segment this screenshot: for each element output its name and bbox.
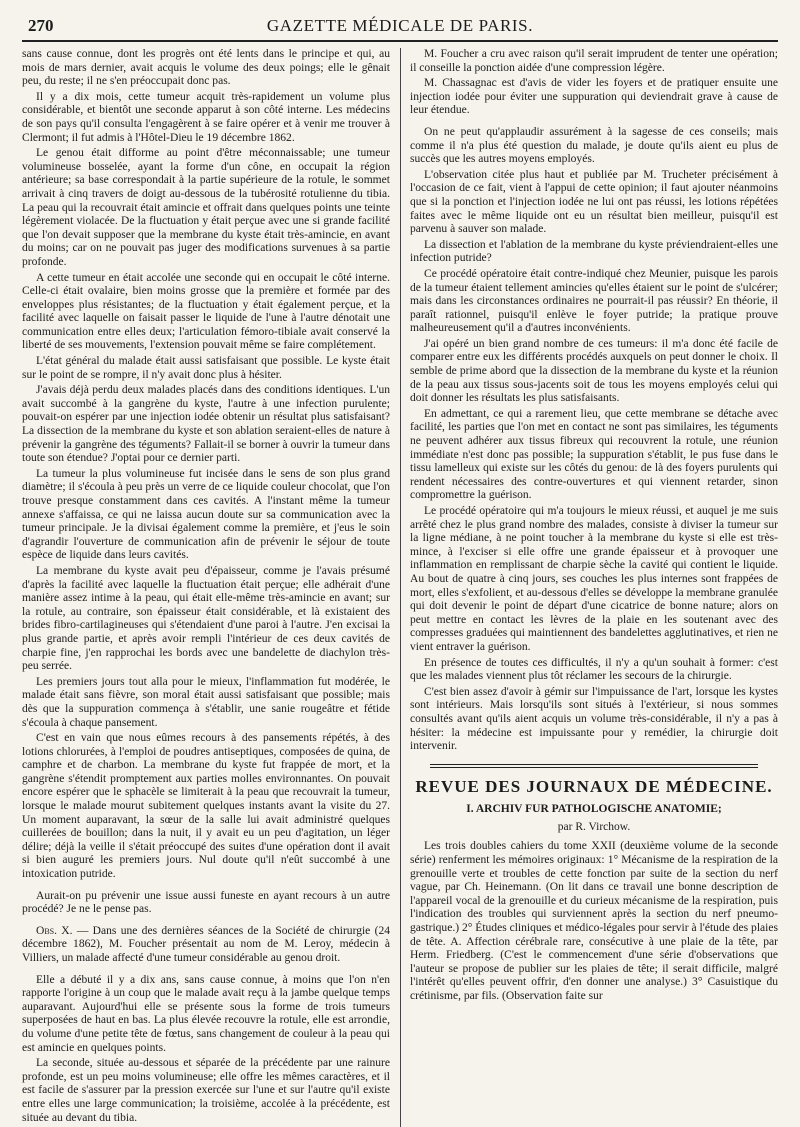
page-number: 270 bbox=[28, 16, 54, 35]
paragraph: La membrane du kyste avait peu d'épaisseur, comme je l'avais présumé d'après la facilité avec laquelle la fluctuation était perçue; elle adhérait d'une manière assez intime à la peau, qui était elle-même très-amincie en avant; sur la rotule, au contraire, son épaisseur était considérable, et là existaient des brides fibro-cartilagineuses qui s'étendaient d'une paroi à l'autre. J'en excisai la plus grande partie, et après avoir rempli l'intérieur de ces deux cavités de charpie fine, j'en rapprochai les bords avec une bandelette de diachylon très-peu serrée. bbox=[22, 564, 390, 673]
observation-text: — Dans une des dernières séances de la Société de chirurgie (24 décembre 1862), M. Foucher présentait au nom de M. Leroy, médecin à Villiers, un malade affecté d'une tumeur considérable au genou droit. bbox=[22, 924, 390, 964]
paragraph: M. Foucher a cru avec raison qu'il serait imprudent de tenter une opération; il conseille la ponction aidée d'une compression légère. bbox=[410, 48, 778, 74]
paragraph: La seconde, située au-dessous et séparée de la précédente par une rainure profonde, est un peu moins volumineuse; elle offre les mêmes caractères, et il est facile de s'assurer par la pression exercée sur l'une et sur l'autre qu'il existe entre elles une large communication; la troisième, accolée à la précédente, est située au devant du tibia. bbox=[22, 1057, 390, 1124]
observation-label: Obs. X. bbox=[36, 924, 73, 937]
paragraph: La tumeur la plus volumineuse fut incisée dans le sens de son plus grand diamètre; il s'écoula à peu près un verre de ce liquide couleur chocolat, que l'on trouve presque constamment dans ces cavités. A l'instant même la tumeur annexe s'affaissa, ce qui ne laissa aucun doute sur sa communication avec la tumeur principale. Je la divisai également comme la première, et j'eus le soin d'agrandir l'ouverture de communication afin de prévenir le séjour de toute espèce de liquide dans leurs cavités. bbox=[22, 467, 390, 562]
paragraph: sans cause connue, dont les progrès ont été lents dans le principe et qui, au mois de mars dernier, avait acquis le volume des deux poings; elle le gênait peu, du reste; il ne s'en préoccupait donc pas. bbox=[22, 48, 390, 88]
paragraph: A cette tumeur en était accolée une seconde qui en occupait le côté interne. Celle-ci était ovalaire, bien moins grosse que la première et formée par des enveloppes plus résistantes; de la fluctuation y était également perçue, et la facilité avec laquelle on faisait passer le liquide de l'une à l'autre dénotait une communication entre elles deux; l'articulation fémoro-tibiale avait conservé la liberté de ses mouvements, l'extension pouvait même se faire complétement. bbox=[22, 271, 390, 352]
page-header bbox=[22, 10, 778, 42]
journal-title: GAZETTE MÉDICALE DE PARIS. bbox=[266, 16, 534, 35]
paragraph: Ce procédé opératoire était contre-indiqué chez Meunier, puisque les parois de la tumeur étaient tellement amincies qu'elles étaient sur le point de s'ulcérer; mais dans les circonstances ordinaires ne pourrait-il pas réussir? En théorie, il paraît rationnel, puisqu'il enlève le foyer putride; la pratique prouve malheureusement qu'il a d'autres inconvénients. bbox=[410, 267, 778, 335]
paragraph: J'avais déjà perdu deux malades placés dans des conditions identiques. L'un avait succombé à la gangrène du kyste, l'autre à une infection purulente; pouvait-on espérer par une injection iodée obtenir un résultat plus satisfaisant? La dissection de la membrane du kyste et son ablation seraient-elles de nature à prévenir la gangrène des téguments? Fallait-il se borner à ouvrir la tumeur dans toute son étendue? J'optai pour ce dernier parti. bbox=[22, 384, 390, 465]
paragraph: L'état général du malade était aussi satisfaisant que possible. Le kyste était sur le point de se rompre, il n'y avait donc plus à hésiter. bbox=[22, 355, 390, 381]
paragraph: Les trois doubles cahiers du tome XXII (deuxième volume de la seconde série) renferment les mémoires originaux: 1° Mécanisme de la respiration de la grenouille verte et troubles de cette fonction par suite de la section du nerf vague, par Ch. Heinemann. (On lit dans ce travail une bonne description de l'appareil vocal de la grenouille et du curieux mécanisme de la respiration, puis l'indication des troubles qui surviennent après la section du nerf pneumo-gastrique.) 2° Études cliniques et médico-légales pour servir à l'étude des plaies de tête. A. Affection cérébrale rare, consécutive à une plaie de la tête, par Herm. Friedberg. (C'est le commencement d'une série d'observations que l'auteur se propose de publier sur les plaies de tête; il serait difficile, malgré l'intérêt qu'elles peuvent offrir, d'en donner une analyse.) 3° Casuistique du crétinisme, par fils. (Observation faite sur bbox=[410, 840, 778, 1002]
section-divider bbox=[430, 764, 758, 768]
text-columns bbox=[22, 48, 778, 1127]
paragraph: En présence de toutes ces difficultés, il n'y a qu'un souhait à former: c'est que les malades viennent plus tôt réclamer les secours de la chirurgie. bbox=[410, 656, 778, 683]
paragraph: Les premiers jours tout alla pour le mieux, l'inflammation fut modérée, le malade était sans fièvre, son moral était aussi satisfaisant que possible; mais dès que la suppuration commença à s'établir, une sanie rougeâtre et fétide s'écoula à chaque pansement. bbox=[22, 675, 390, 729]
right-column bbox=[410, 48, 778, 1127]
paragraph: Il y a dix mois, cette tumeur acquit très-rapidement un volume plus considérable, et bientôt une seconde apparut à son côté interne. Les médecins de son pays qu'il consulta l'engagèrent à se faire opérer et à venir me trouver à Clermont; il fut admis à l'Hôtel-Dieu le 19 décembre 1862. bbox=[22, 90, 390, 144]
paragraph: M. Chassagnac est d'avis de vider les foyers et de pratiquer ensuite une injection iodée pour éviter une suppuration qui deviendrait grave à cause de leur étendue. bbox=[410, 77, 778, 117]
left-column bbox=[22, 48, 390, 1127]
paragraph: C'est bien assez d'avoir à gémir sur l'impuissance de l'art, lorsque les kystes sont intérieurs. Mais lorsqu'ils sont situés à l'extérieur, si nous sommes consultés avant qu'ils aient acquis un volume très-considérable, il n'y a pas à hésiter: la médecine est impuissante pour y remédier, la chirurgie doit intervenir. bbox=[410, 685, 778, 753]
paragraph: Elle a débuté il y a dix ans, sans cause connue, à moins que l'on n'en rapporte l'origine à un coup que le malade avait reçu à la jambe quelque temps auparavant. Aujourd'hui elle se présente sous la forme de trois tumeurs superposées de haut en bas. La plus élevée recouvre la rotule, elle est arrondie, du volume d'une petite tête de fœtus, sans changement de couleur à la peau qui est amincie en quelques points. bbox=[22, 973, 390, 1054]
paragraph: Aurait-on pu prévenir une issue aussi funeste en ayant recours à un autre procédé? Je ne le pense pas. bbox=[22, 889, 390, 916]
paragraph: J'ai opéré un bien grand nombre de ces tumeurs: il m'a donc été facile de comparer entre eux les différents procédés auxquels on peut donner le choix. Il semble de prime abord que la dissection de la membrane du kyste et la réunion de la peau aux tissus sous-jacents soit de tous les moyens employés celui qui doit donner les résultats les plus satisfaisants. bbox=[410, 337, 778, 405]
observation-paragraph bbox=[22, 925, 390, 966]
section-title: REVUE DES JOURNAUX DE MÉDECINE. bbox=[415, 776, 773, 796]
paragraph: L'observation citée plus haut et publiée par M. Trucheter précisément à l'occasion de ce fait, vient à l'appui de cette opinion; il faut ajouter néanmoins que si la ponction et l'injection iodée ne lui ont pas réussi, les lotions répétées faites avec le même liquide ont eu un résultat bien meilleur, puisqu'il est parvenu à sauver son malade. bbox=[410, 168, 778, 236]
paragraph: La dissection et l'ablation de la membrane du kyste préviendraient-elles une infection putride? bbox=[410, 238, 778, 265]
rubric-heading: I. ARCHIV FUR PATHOLOGISCHE ANATOMIE; bbox=[466, 803, 722, 816]
byline: par R. Virchow. bbox=[557, 820, 631, 833]
paragraph: En admettant, ce qui a rarement lieu, que cette membrane se détache avec facilité, les parties que l'on met en contact ne sont pas similaires, les téguments ne peuvent adhérer aux tissus fibreux qui recouvrent la rotule, une réunion immédiate n'est donc pas possible; la suppuration s'établit, le pus fuse dans le tissu lamelleux qui existe sur les côtés du genou: de là des foyers purulents qui rendent nécessaires des contre-ouvertures et qui viennent retarder, sinon compromettre la guérison. bbox=[410, 407, 778, 502]
paragraph: On ne peut qu'applaudir assurément à la sagesse de ces conseils; mais comme il n'a plus été question du malade, je doute qu'ils aient eu plus de succès que les autres moyens employés. bbox=[410, 125, 778, 166]
paragraph: Le procédé opératoire qui m'a toujours le mieux réussi, et auquel je me suis arrêté chez le plus grand nombre des malades, consiste à diviser la tumeur sur la ligne médiane, à ne point toucher à la membrane du kyste si elle est très-mince, à l'exciser si elle offre une grande épaisseur et à provoquer une inflammation en remplissant de charpie sèche la cavité qui contient le liquide. Au bout de quatre à cinq jours, ses couches les plus internes sont frappées de mort, elles s'exfolient, et au-dessous d'elles se développe la membrane granulée qui doit devenir le point de départ d'une cicatrice de bonne nature; alors on peut mettre en contact les lèvres de la plaie en les soutenant avec des compresses graduées qui maintiennent des bandelettes agglutinatives, et rien ne vient entraver la guérison. bbox=[410, 505, 778, 653]
paragraph: Le genou était difforme au point d'être méconnaissable; une tumeur volumineuse bosselée, ayant la forme d'un cône, en occupait la région antérieure; sa base correspondait à la partie supérieure de la rotule, le sommet arrivait à cinq travers de doigt au-dessous de la tubérosité rotulienne du tibia. La peau qui la recouvrait était amincie et offrait dans quelques points une teinte légèrement violacée. De la fluctuation y était perçue avec une si grande facilité que l'on devait supposer que la membrane du kyste était très-amincie, en avant du moins; car on ne pouvait pas juger des modifications survenues à sa partie profonde. bbox=[22, 147, 390, 268]
paragraph: C'est en vain que nous eûmes recours à des pansements répétés, à des lotions chlorurées, à l'emploi de poudres antiseptiques, composées de quina, de camphre et de charbon. La membrane du kyste fut frappée de mort, et la gangrène s'étendit promptement aux parties molles environnantes. On pouvait encore espérer que le sphacèle se limiterait à la peau que recouvrait la tumeur, lorsque le malade mourut subitement quelques instants avant la visite du 27. Un moment auparavant, la sœur de la salle lui avait administré quelques cuillerées de bouillon; dans la nuit, il y avait eu un peu d'agitation, un léger délire; déjà la veille il s'était préoccupé des suites d'une opération dont il avait si bien auguré les premiers jours. Nul doute qu'il n'eût succombé à une intoxication putride. bbox=[22, 732, 390, 881]
